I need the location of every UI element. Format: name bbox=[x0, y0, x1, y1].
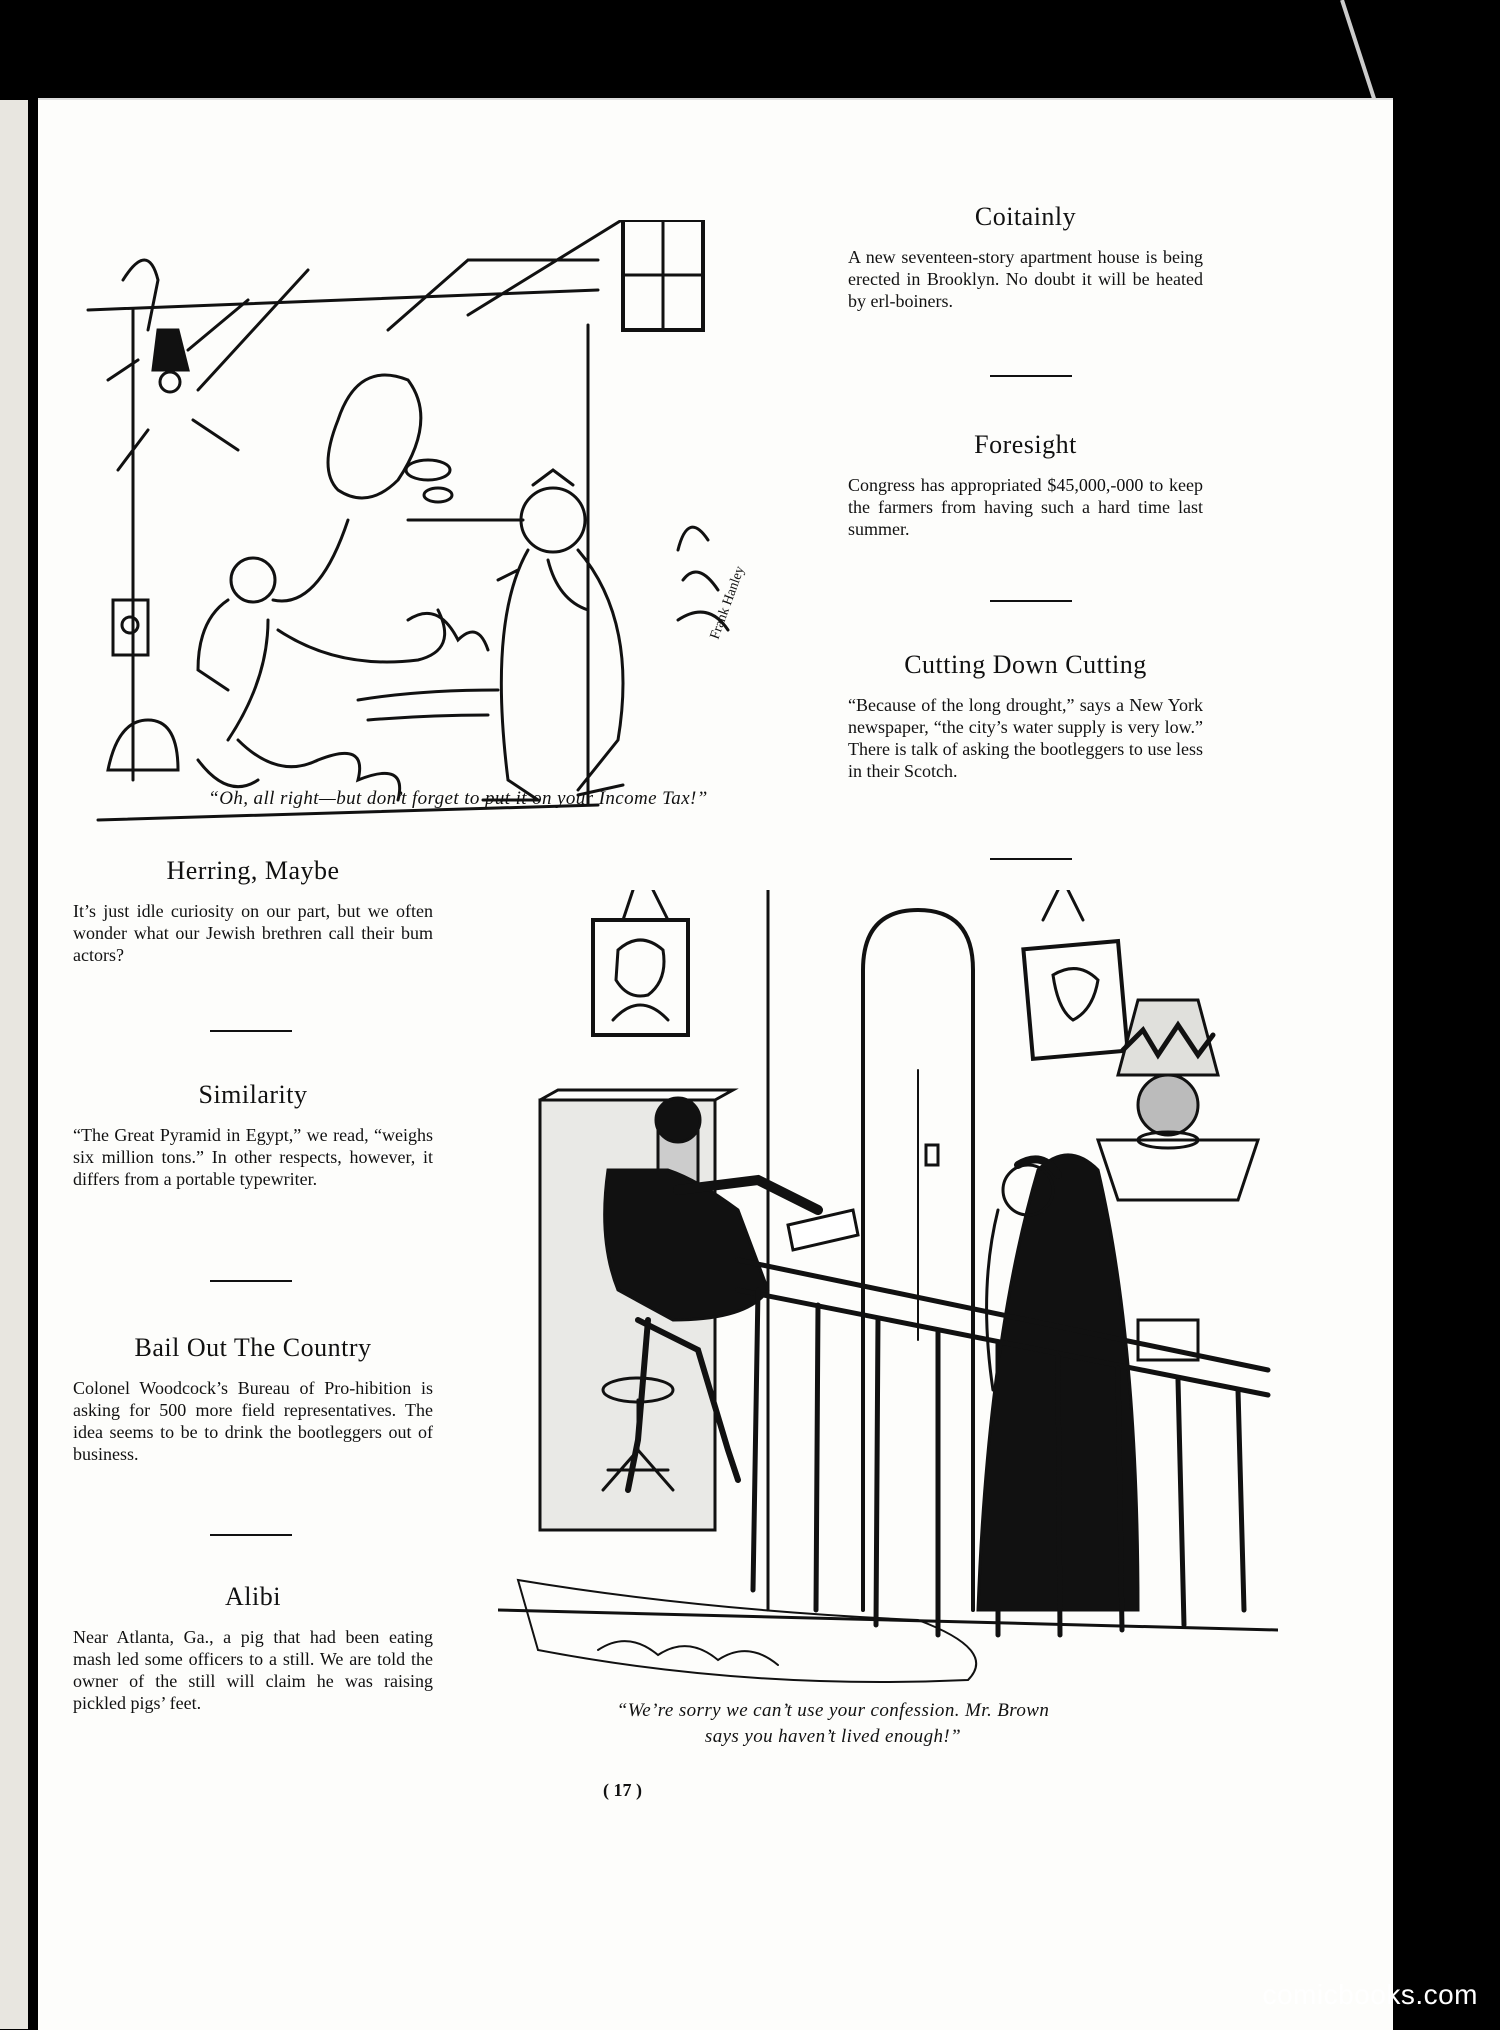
article-herring-maybe bbox=[73, 856, 433, 966]
top-cartoon bbox=[78, 220, 798, 860]
top-cartoon-caption: “Oh, all right—but don’t forget to put it on your Income Tax!” bbox=[208, 788, 708, 809]
divider bbox=[210, 1534, 292, 1536]
article-body: “The Great Pyramid in Egypt,” we read, “weighs six million tons.” In other respects, however, it differs from a portable typewriter. bbox=[73, 1125, 433, 1189]
article-similarity bbox=[73, 1080, 433, 1190]
article-foresight bbox=[848, 430, 1203, 540]
article-title: Coitainly bbox=[974, 202, 1077, 231]
article-title: Similarity bbox=[198, 1080, 308, 1109]
article-body: It’s just idle curiosity on our part, but we often wonder what our Jewish brethren call their bum actors? bbox=[73, 901, 433, 965]
article-title: Cutting Down Cutting bbox=[904, 650, 1147, 679]
article-body: A new seventeen-story apartment house is being erected in Brooklyn. No doubt it will be heated by erl-boiners. bbox=[848, 247, 1203, 311]
article-alibi bbox=[73, 1582, 433, 1714]
article-body: Colonel Woodcock’s Bureau of Pro-hibition is asking for 500 more field representatives. The idea seems to be to drink the bootleggers out of business. bbox=[73, 1378, 433, 1464]
bottom-cartoon bbox=[498, 890, 1278, 1690]
article-bail-out bbox=[73, 1333, 433, 1465]
bottom-cartoon-caption-line-1: “We’re sorry we can’t use your confession. Mr. Brown bbox=[616, 1700, 1050, 1721]
article-title: Alibi bbox=[225, 1582, 281, 1611]
bottom-cartoon-caption-line-2: says you haven’t lived enough!” bbox=[704, 1726, 962, 1747]
article-title: Herring, Maybe bbox=[166, 856, 340, 885]
magazine-page bbox=[38, 98, 1393, 2030]
divider bbox=[210, 1030, 292, 1032]
article-title: Bail Out The Country bbox=[134, 1333, 372, 1362]
facing-page-edge bbox=[0, 100, 31, 2029]
article-body: “Because of the long drought,” says a New York newspaper, “the city’s water supply is very low.” There is talk of asking the bootleggers to use less in their Scotch. bbox=[848, 695, 1203, 781]
divider bbox=[990, 600, 1072, 602]
divider bbox=[210, 1280, 292, 1282]
article-body: Near Atlanta, Ga., a pig that had been eating mash led some officers to a still. We are told the owner of the still will claim he was raising pickled pigs’ feet. bbox=[73, 1627, 433, 1713]
divider bbox=[990, 858, 1072, 860]
book-gutter bbox=[28, 100, 38, 2029]
article-coitainly bbox=[848, 202, 1203, 312]
page-number: ( 17 ) bbox=[603, 1780, 642, 1800]
article-title: Foresight bbox=[974, 430, 1077, 459]
article-cutting-down-cutting bbox=[848, 650, 1203, 782]
watermark: comicbooks.com bbox=[1262, 1979, 1478, 2010]
cartoon-signature: Frank Hanley bbox=[707, 564, 748, 642]
divider bbox=[990, 375, 1072, 377]
article-body: Congress has appropriated $45,000,-000 to keep the farmers from having such a hard time last summer. bbox=[848, 475, 1203, 539]
